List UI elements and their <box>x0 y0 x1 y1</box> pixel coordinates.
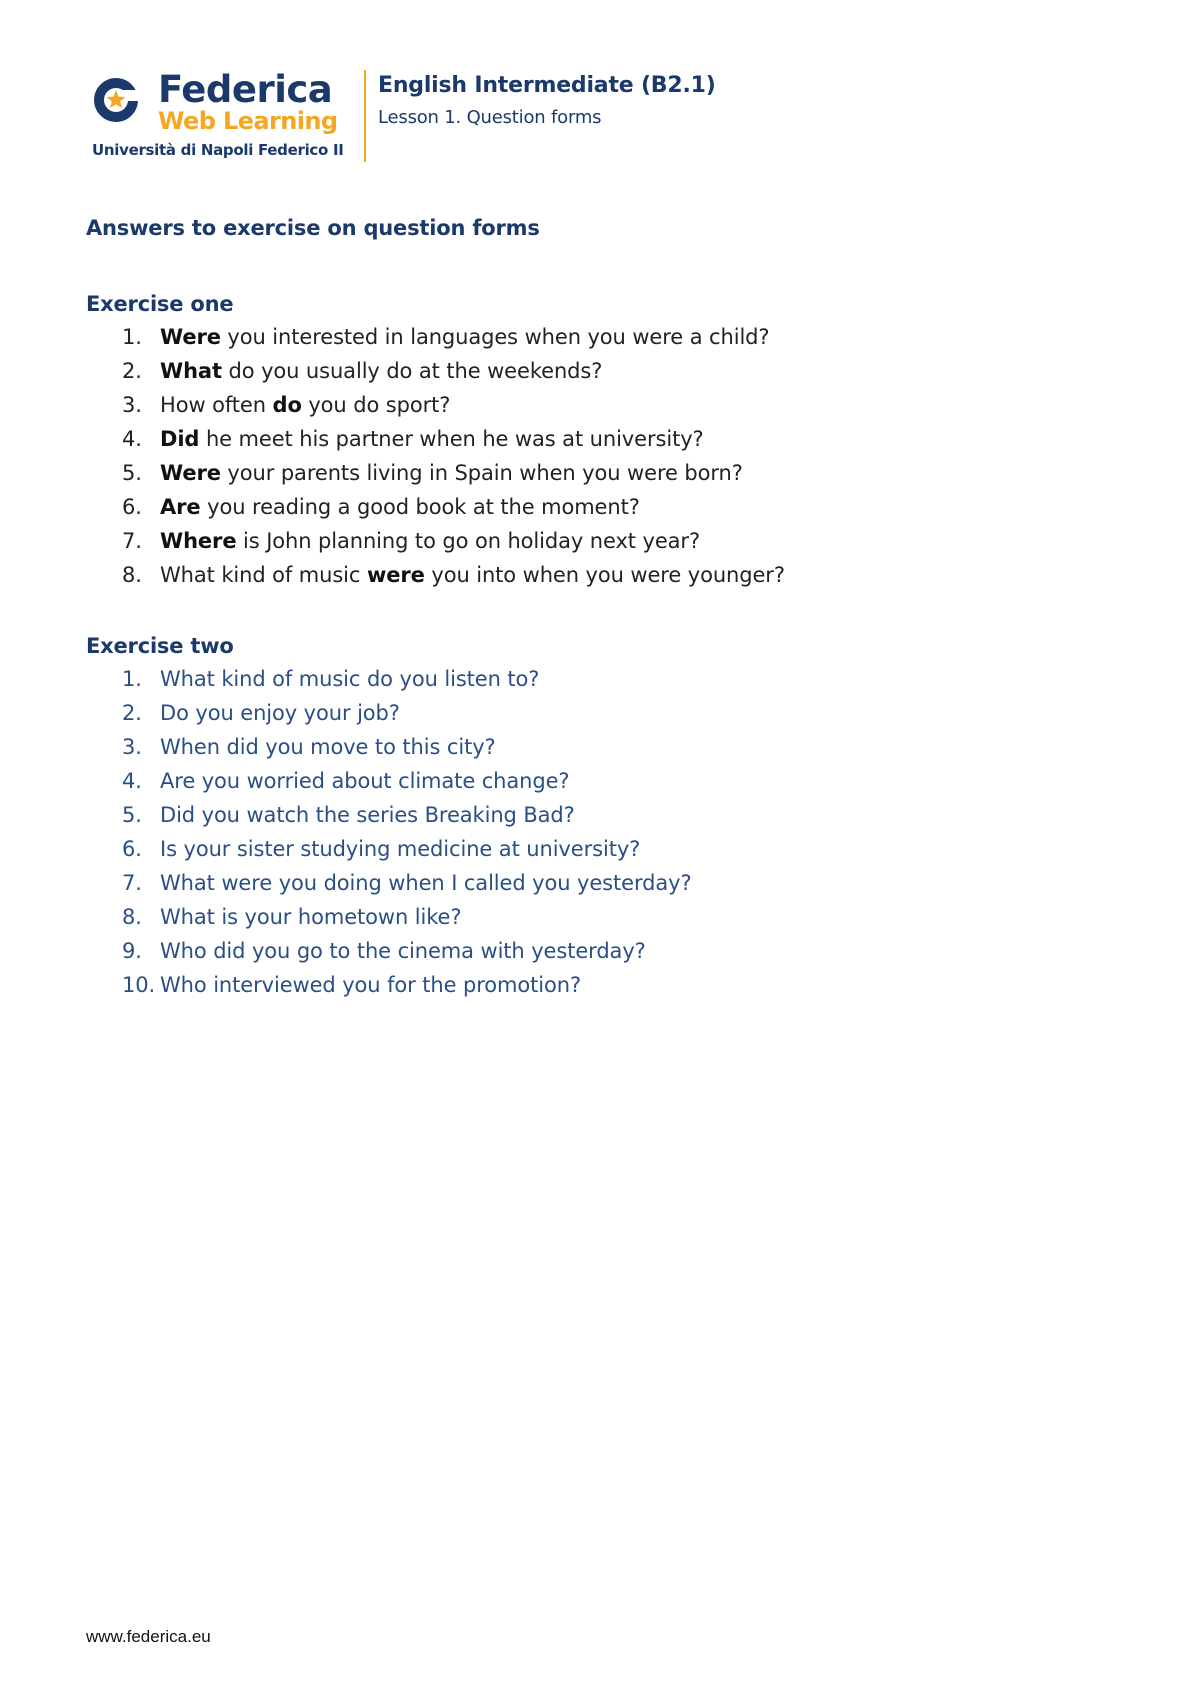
item-number: 1. <box>122 667 142 691</box>
exercise-two-item <box>86 866 1106 900</box>
header-divider <box>364 70 366 162</box>
exercise-one-item <box>86 354 1106 388</box>
question-answer-word: Were <box>160 461 221 485</box>
item-question: What is your hometown like? <box>160 905 462 929</box>
question-post: your parents living in Spain when you were born? <box>220 461 743 485</box>
document-body <box>86 212 1106 1002</box>
exercise-two-item <box>86 798 1106 832</box>
item-number: 4. <box>122 769 142 793</box>
item-question: What were you doing when I called you yesterday? <box>160 871 692 895</box>
item-question: Did you watch the series Breaking Bad? <box>160 803 575 827</box>
item-question: Do you enjoy your job? <box>160 701 400 725</box>
exercise-two-item <box>86 730 1106 764</box>
exercise-two-item <box>86 662 1106 696</box>
item-number: 6. <box>122 837 142 861</box>
item-number: 3. <box>122 393 142 417</box>
lesson-subtitle: Lesson 1. Question forms <box>378 107 602 128</box>
item-question <box>160 422 704 456</box>
exercise-two-heading: Exercise two <box>86 634 234 658</box>
exercise-two-item <box>86 764 1106 798</box>
item-number: 4. <box>122 427 142 451</box>
exercise-one-item <box>86 456 1106 490</box>
course-info <box>378 70 716 132</box>
question-post: he meet his partner when he was at university? <box>199 427 704 451</box>
question-post: is John planning to go on holiday next year? <box>236 529 700 553</box>
question-post: do you usually do at the weekends? <box>221 359 603 383</box>
question-answer-word: Were <box>160 325 221 349</box>
question-post: you into when you were younger? <box>424 563 785 587</box>
item-question <box>160 388 450 422</box>
exercise-one-item <box>86 524 1106 558</box>
exercise-two-item <box>86 696 1106 730</box>
logo-tagline: Web Learning <box>158 107 338 135</box>
item-number: 5. <box>122 803 142 827</box>
main-heading: Answers to exercise on question forms <box>86 216 540 240</box>
item-question <box>160 558 785 592</box>
question-pre: How often <box>160 393 273 417</box>
item-number: 5. <box>122 461 142 485</box>
item-number: 2. <box>122 359 142 383</box>
question-answer-word: Where <box>160 529 237 553</box>
item-number: 7. <box>122 871 142 895</box>
item-question: Is your sister studying medicine at university? <box>160 837 641 861</box>
federica-logo <box>90 70 362 162</box>
logo-university: Università di Napoli Federico II <box>92 141 344 159</box>
item-number: 8. <box>122 563 142 587</box>
question-answer-word: Did <box>160 427 200 451</box>
item-question: Who interviewed you for the promotion? <box>160 973 581 997</box>
item-number: 7. <box>122 529 142 553</box>
question-pre: What kind of music <box>160 563 367 587</box>
exercise-one-heading: Exercise one <box>86 292 234 316</box>
question-answer-word: Are <box>160 495 201 519</box>
exercise-two-item <box>86 900 1106 934</box>
exercise-one-item <box>86 388 1106 422</box>
item-number: 8. <box>122 905 142 929</box>
exercise-one-item <box>86 320 1106 354</box>
exercise-one-item <box>86 490 1106 524</box>
item-question: What kind of music do you listen to? <box>160 667 540 691</box>
question-post: you do sport? <box>301 393 451 417</box>
exercise-two-item <box>86 832 1106 866</box>
item-question <box>160 320 769 354</box>
item-question <box>160 524 700 558</box>
item-question: Who did you go to the cinema with yesterday? <box>160 939 646 963</box>
question-answer-word: do <box>272 393 302 417</box>
course-title: English Intermediate (B2.1) <box>378 73 716 98</box>
item-number: 9. <box>122 939 142 963</box>
exercise-one-item <box>86 558 1106 592</box>
item-number: 10. <box>122 973 156 997</box>
item-number: 1. <box>122 325 142 349</box>
item-question <box>160 456 743 490</box>
exercise-two-list <box>86 662 1106 1002</box>
item-number: 6. <box>122 495 142 519</box>
question-post: you interested in languages when you were a child? <box>220 325 770 349</box>
item-number: 3. <box>122 735 142 759</box>
federica-globe-star-icon <box>93 77 139 123</box>
logo-name: Federica <box>158 68 333 111</box>
item-question <box>160 490 640 524</box>
question-answer-word: What <box>160 359 222 383</box>
item-question: Are you worried about climate change? <box>160 769 570 793</box>
exercise-one-list <box>86 320 1106 592</box>
footer-url[interactable]: www.federica.eu <box>86 1627 211 1646</box>
exercise-one-item <box>86 422 1106 456</box>
item-question: When did you move to this city? <box>160 735 496 759</box>
item-number: 2. <box>122 701 142 725</box>
question-answer-word: were <box>366 563 425 587</box>
item-question <box>160 354 602 388</box>
question-post: you reading a good book at the moment? <box>200 495 640 519</box>
page-header <box>90 68 716 162</box>
exercise-two-item <box>86 934 1106 968</box>
exercise-two-item <box>86 968 1106 1002</box>
